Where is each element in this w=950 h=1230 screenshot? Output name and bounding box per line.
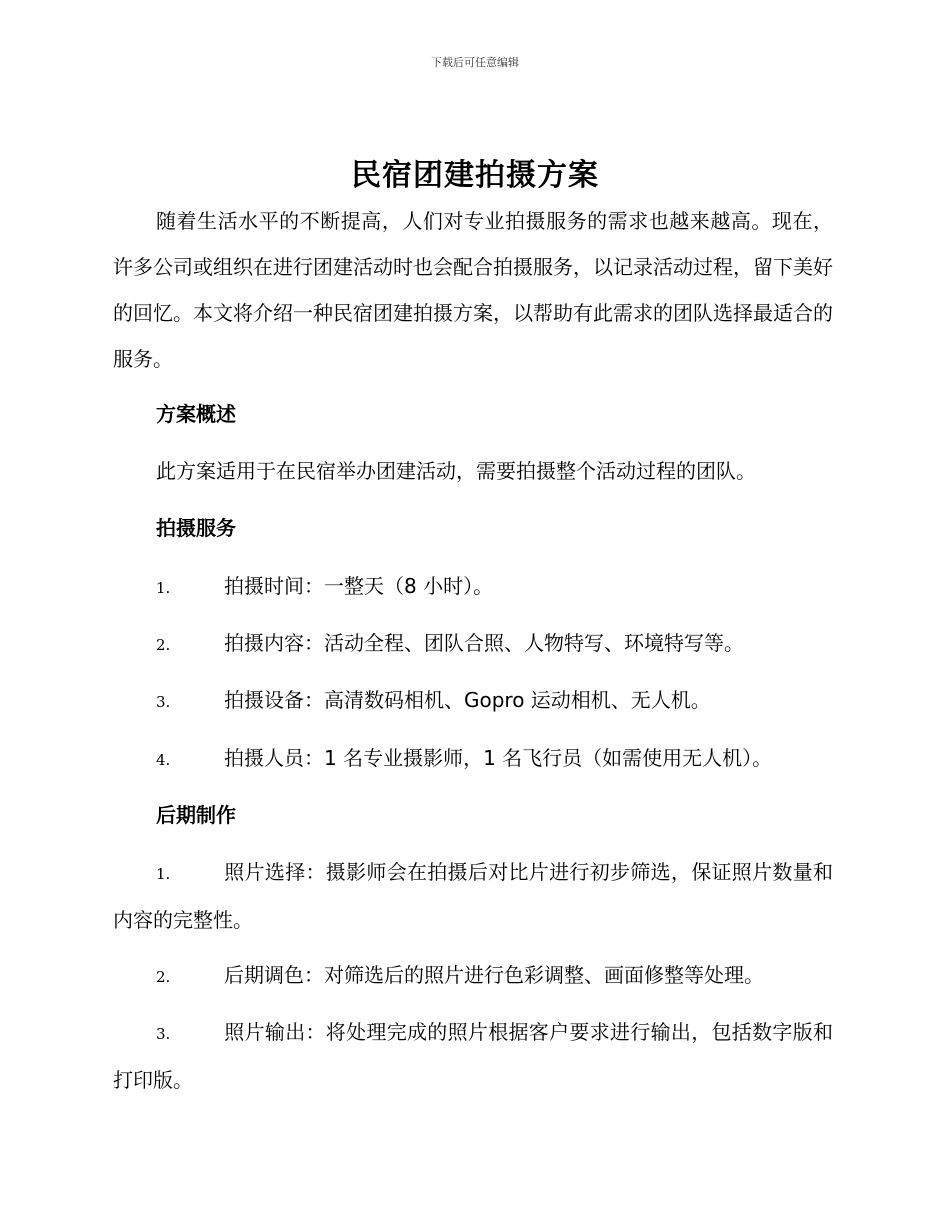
list-item xyxy=(156,961,764,991)
list-number: 4. xyxy=(156,751,171,769)
list-item-text: 照片输出：将处理完成的照片根据客户要求进行输出，包括数字版和打印版。 xyxy=(113,1020,833,1092)
list-number: 3. xyxy=(156,1025,171,1043)
list-item-text: 拍摄内容：活动全程、团队合照、人物特写、环境特写等。 xyxy=(224,631,744,655)
list-item-text: 拍摄设备：高清数码相机、Gopro 运动相机、无人机。 xyxy=(224,688,711,712)
page-header: 下载后可任意编辑 xyxy=(431,56,519,69)
list-number: 1. xyxy=(156,865,171,883)
list-number: 3. xyxy=(156,693,171,711)
list-item xyxy=(156,629,744,659)
list-item-text: 拍摄时间：一整天（8 小时）。 xyxy=(224,574,494,598)
document-title: 民宿团建拍摄方案 xyxy=(351,158,599,193)
list-number: 2. xyxy=(156,636,171,654)
list-item-text: 照片选择：摄影师会在拍摄后对比片进行初步筛选，保证照片数量和内容的完整性。 xyxy=(113,860,833,932)
overview-paragraph: 此方案适用于在民宿举办团建活动，需要拍摄整个活动过程的团队。 xyxy=(156,459,756,483)
list-item xyxy=(113,1009,833,1103)
intro-paragraph: 随着生活水平的不断提高，人们对专业拍摄服务的需求也越来越高。现在，许多公司或组织在进行团建活动时也会配合拍摄服务，以记录活动过程，留下美好的回忆。本文将介绍一种民宿团建拍摄方案，以帮助有此需求的团队选择最适合的服务。 xyxy=(113,209,833,371)
list-number: 1. xyxy=(156,579,171,597)
section-heading-post: 后期制作 xyxy=(156,803,236,827)
section-heading-shooting: 拍摄服务 xyxy=(156,516,236,540)
list-item xyxy=(156,572,493,602)
list-item xyxy=(156,744,772,774)
list-item xyxy=(156,686,711,716)
list-item-text: 拍摄人员：1 名专业摄影师，1 名飞行员（如需使用无人机）。 xyxy=(224,746,773,770)
list-item xyxy=(113,849,833,943)
section-heading-overview: 方案概述 xyxy=(156,402,236,426)
list-number: 2. xyxy=(156,968,171,986)
list-item-text: 后期调色：对筛选后的照片进行色彩调整、画面修整等处理。 xyxy=(224,963,764,987)
